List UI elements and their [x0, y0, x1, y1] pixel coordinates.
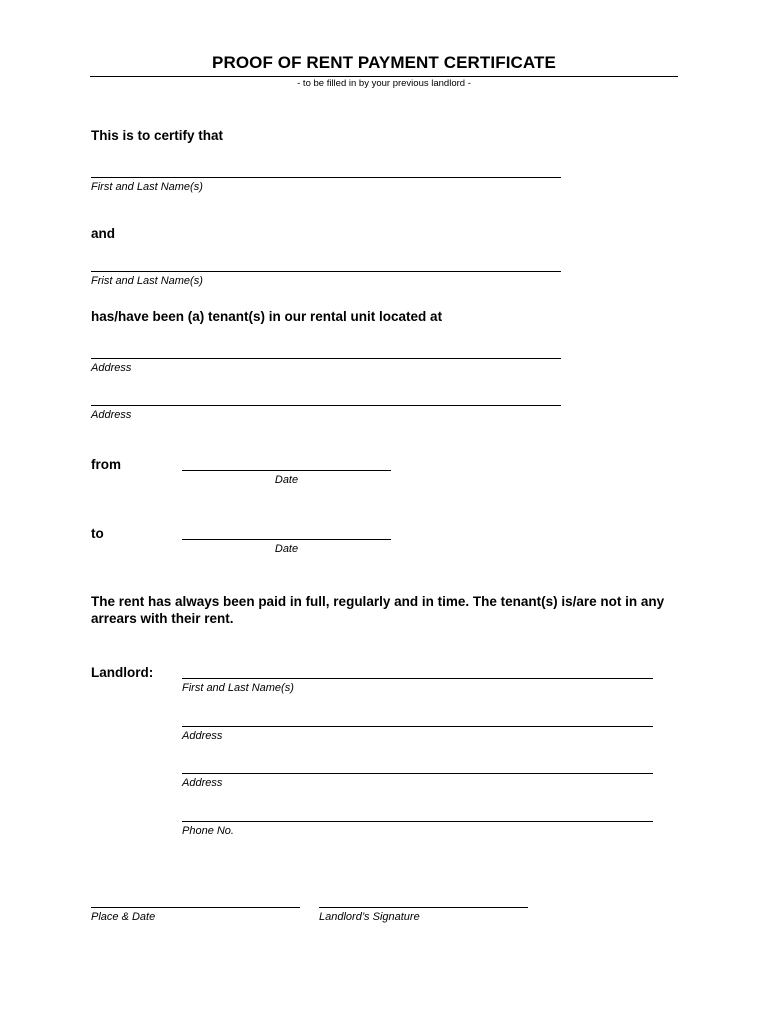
- to-date-line[interactable]: [182, 539, 391, 540]
- landlord-address-line-1[interactable]: [182, 726, 653, 727]
- landlord-phone-line[interactable]: [182, 821, 653, 822]
- to-date-caption: Date: [274, 543, 299, 555]
- document-title: PROOF OF RENT PAYMENT CERTIFICATE: [212, 53, 556, 72]
- tenancy-statement: has/have been (a) tenant(s) in our rental unit located at: [91, 309, 443, 324]
- tenant2-name-caption: Frist and Last Name(s): [91, 275, 203, 287]
- intro-text: This is to certify that: [91, 128, 224, 143]
- rental-address-line-1[interactable]: [91, 358, 561, 359]
- rent-statement-line-2: arrears with their rent.: [91, 611, 234, 626]
- landlord-address-caption-1: Address: [182, 730, 223, 742]
- from-label: from: [91, 457, 121, 472]
- landlord-phone-caption: Phone No.: [182, 825, 234, 837]
- from-date-line[interactable]: [182, 470, 391, 471]
- place-date-caption: Place & Date: [91, 911, 156, 923]
- signature-caption: Landlord’s Signature: [319, 911, 420, 923]
- place-date-line[interactable]: [91, 907, 300, 908]
- rental-address-caption-1: Address: [91, 362, 132, 374]
- and-text: and: [91, 226, 116, 241]
- to-label: to: [91, 526, 104, 541]
- landlord-name-caption: First and Last Name(s): [182, 682, 294, 694]
- tenant1-name-line[interactable]: [91, 177, 561, 178]
- rental-address-line-2[interactable]: [91, 405, 561, 406]
- from-date-caption: Date: [274, 474, 299, 486]
- rental-address-caption-2: Address: [91, 409, 132, 421]
- landlord-address-caption-2: Address: [182, 777, 223, 789]
- tenant2-name-line[interactable]: [91, 271, 561, 272]
- signature-line[interactable]: [319, 907, 528, 908]
- title-divider: [90, 76, 678, 77]
- tenant1-name-caption: First and Last Name(s): [91, 181, 203, 193]
- landlord-name-line[interactable]: [182, 678, 653, 679]
- document-subtitle: - to be filled in by your previous landlord -: [297, 78, 471, 89]
- landlord-address-line-2[interactable]: [182, 773, 653, 774]
- landlord-label: Landlord:: [91, 665, 154, 680]
- rent-statement-line-1: The rent has always been paid in full, regularly and in time. The tenant(s) is/are not in any: [91, 594, 665, 609]
